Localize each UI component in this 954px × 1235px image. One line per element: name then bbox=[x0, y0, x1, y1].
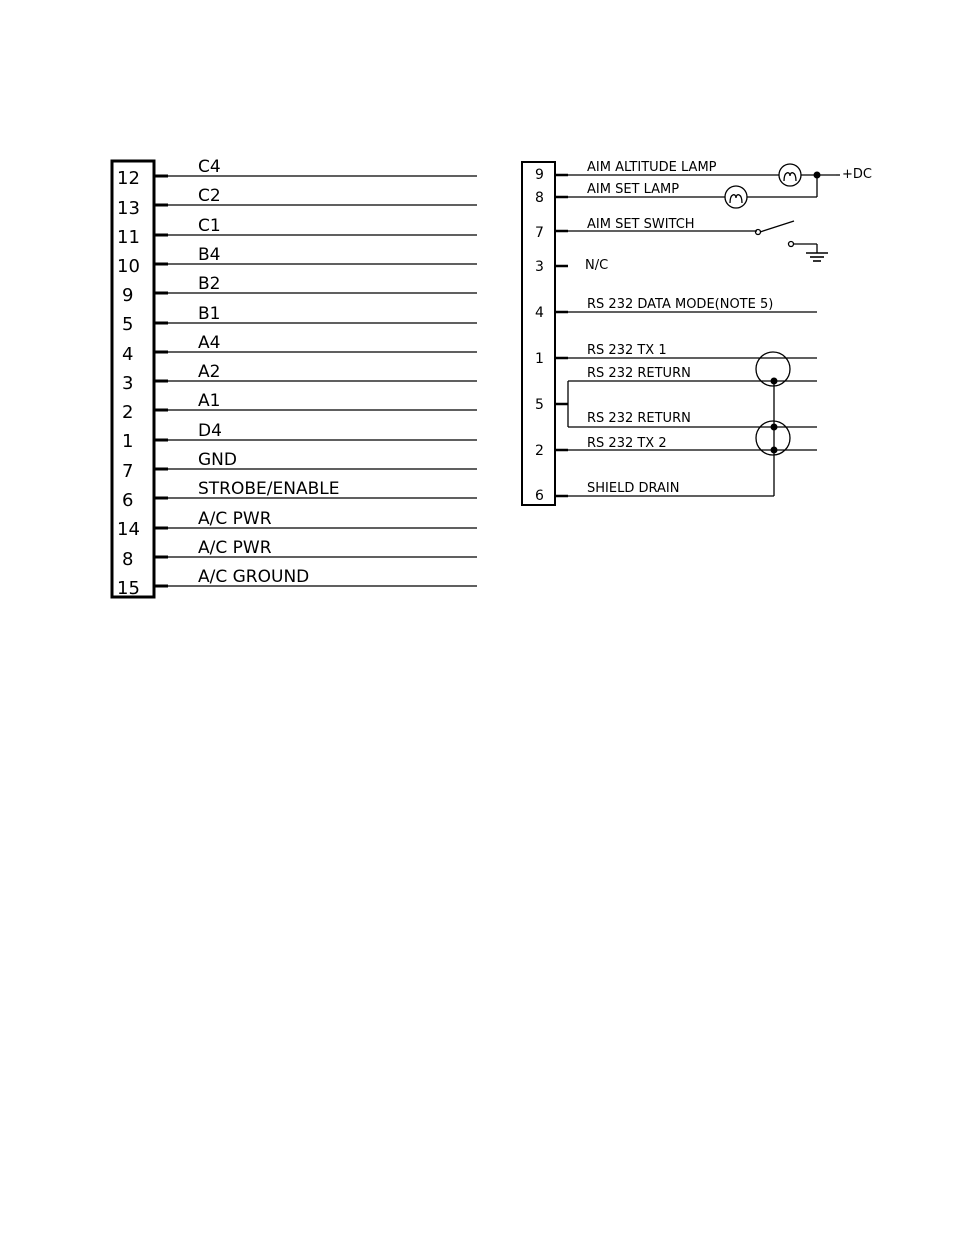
junction-dot bbox=[771, 447, 778, 454]
right-signal-label: AIM SET SWITCH bbox=[587, 217, 695, 232]
left-pin-number: 1 bbox=[122, 431, 134, 452]
right-connector bbox=[522, 160, 872, 505]
junction-dot bbox=[814, 172, 821, 179]
right-pin-number: 4 bbox=[535, 305, 544, 321]
left-pin-number: 12 bbox=[117, 168, 140, 189]
junction-dot bbox=[771, 378, 778, 385]
left-signal-label: B2 bbox=[198, 274, 221, 294]
left-pin-number: 3 bbox=[122, 373, 134, 394]
left-signal-label: A/C GROUND bbox=[198, 567, 310, 587]
left-pin-number: 6 bbox=[122, 490, 134, 511]
left-signal-label: A/C PWR bbox=[198, 509, 272, 529]
switch-contact-icon bbox=[789, 242, 794, 247]
left-signal-label: A2 bbox=[198, 362, 221, 382]
left-signal-label: STROBE/ENABLE bbox=[198, 479, 340, 499]
right-signal-label: N/C bbox=[585, 258, 609, 273]
right-pin-number: 1 bbox=[535, 351, 544, 367]
left-pin-number: 4 bbox=[122, 344, 134, 365]
left-signal-label: A4 bbox=[198, 333, 221, 353]
right-signal-label: AIM SET LAMP bbox=[587, 182, 680, 197]
left-pin-number: 13 bbox=[117, 198, 140, 219]
lamp-icon bbox=[779, 164, 801, 186]
right-signal-label: RS 232 RETURN bbox=[587, 411, 691, 426]
left-pin-number: 11 bbox=[117, 227, 140, 248]
right-pin-number: 5 bbox=[535, 397, 544, 413]
right-signal-label: RS 232 TX 1 bbox=[587, 343, 667, 358]
right-pin-number: 2 bbox=[535, 443, 544, 459]
left-signal-label: A1 bbox=[198, 391, 221, 411]
left-signal-label: GND bbox=[198, 450, 237, 470]
right-pin-number: 8 bbox=[535, 190, 544, 206]
left-pin-number: 15 bbox=[117, 578, 140, 599]
left-connector bbox=[112, 157, 477, 599]
right-signal-label: RS 232 DATA MODE(NOTE 5) bbox=[587, 297, 774, 312]
left-signal-label: C2 bbox=[198, 186, 221, 206]
right-pin-number: 9 bbox=[535, 167, 544, 183]
left-pin-number: 14 bbox=[117, 519, 140, 540]
left-pin-stubs bbox=[154, 176, 168, 586]
left-signal-label: C1 bbox=[198, 216, 221, 236]
supply-label: +DC bbox=[842, 167, 872, 182]
left-pin-number: 9 bbox=[122, 285, 134, 306]
left-signal-label: C4 bbox=[198, 157, 221, 177]
left-signal-label: A/C PWR bbox=[198, 538, 272, 558]
left-signal-label: B1 bbox=[198, 304, 221, 324]
left-pin-number: 5 bbox=[122, 314, 134, 335]
right-pin-stubs bbox=[555, 175, 568, 496]
right-signal-label: SHIELD DRAIN bbox=[587, 481, 680, 496]
left-pin-number: 2 bbox=[122, 402, 134, 423]
left-pin-number: 8 bbox=[122, 549, 134, 570]
left-pin-number: 7 bbox=[122, 461, 134, 482]
right-pin-number: 6 bbox=[535, 488, 544, 504]
right-signal-label: RS 232 TX 2 bbox=[587, 436, 667, 451]
right-signal-label: AIM ALTITUDE LAMP bbox=[587, 160, 717, 175]
right-signal-label: RS 232 RETURN bbox=[587, 366, 691, 381]
left-pin-number: 10 bbox=[117, 256, 140, 277]
right-pin-number: 7 bbox=[535, 225, 544, 241]
lamp-icon bbox=[725, 186, 747, 208]
switch-contact-icon bbox=[756, 230, 761, 235]
left-signal-label: D4 bbox=[198, 421, 222, 441]
left-signal-label: B4 bbox=[198, 245, 221, 265]
junction-dot bbox=[771, 424, 778, 431]
right-pin-number: 3 bbox=[535, 259, 544, 275]
